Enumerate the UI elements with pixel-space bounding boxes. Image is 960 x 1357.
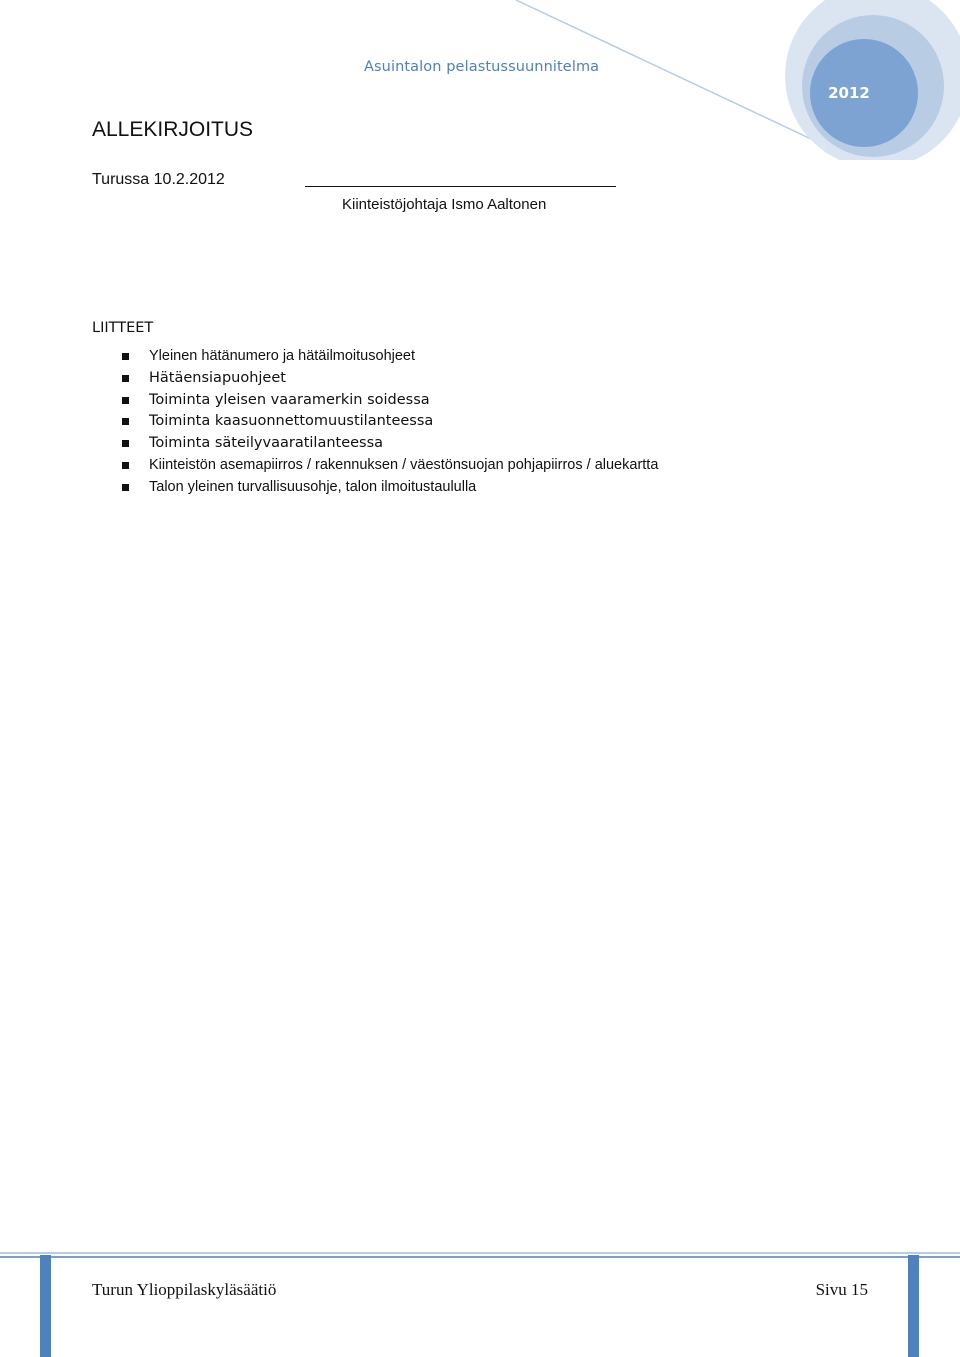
list-item-text: Hätäensiapuohjeet	[149, 369, 286, 386]
list-item-text: Talon yleinen turvallisuusohje, talon ilmoitustaululla	[149, 478, 477, 495]
square-bullet-icon	[122, 375, 129, 382]
list-item-text: Toiminta yleisen vaaramerkin soidessa	[149, 391, 430, 408]
footer-organization: Turun Ylioppilaskyläsäätiö	[92, 1280, 277, 1299]
list-item	[122, 368, 658, 390]
document-title: Asuintalon pelastussuunnitelma	[364, 59, 600, 75]
page-number: Sivu 15	[815, 1280, 868, 1299]
list-item-text: Toiminta säteilyvaaratilanteessa	[149, 435, 384, 452]
list-item-text: Toiminta kaasuonnettomuustilanteessa	[149, 413, 434, 430]
list-item-text: Kiinteistön asemapiirros / rakennuksen / väestönsuojan pohjapiirros / aluekartta	[149, 456, 659, 473]
list-item	[122, 455, 658, 477]
attachments-heading: LIITTEET	[92, 320, 154, 336]
place-date: Turussa 10.2.2012	[92, 171, 225, 188]
square-bullet-icon	[122, 462, 129, 469]
list-item	[122, 411, 658, 433]
year-badge: 2012	[828, 84, 870, 102]
list-item	[122, 477, 658, 499]
square-bullet-icon	[122, 418, 129, 425]
signature-line	[305, 186, 616, 187]
footer-left-bar	[40, 1255, 51, 1357]
list-item	[122, 346, 658, 368]
square-bullet-icon	[122, 353, 129, 360]
signer-name: Kiinteistöjohtaja Ismo Aaltonen	[342, 196, 547, 213]
list-item	[122, 433, 658, 455]
list-item-text: Yleinen hätänumero ja hätäilmoitusohjeet	[149, 348, 416, 364]
attachments-list	[122, 346, 658, 499]
footer-decoration	[0, 1250, 960, 1357]
list-item	[122, 390, 658, 412]
square-bullet-icon	[122, 484, 129, 491]
square-bullet-icon	[122, 397, 129, 404]
square-bullet-icon	[122, 440, 129, 447]
footer-right-bar	[908, 1255, 919, 1357]
signature-heading: ALLEKIRJOITUS	[92, 118, 254, 141]
